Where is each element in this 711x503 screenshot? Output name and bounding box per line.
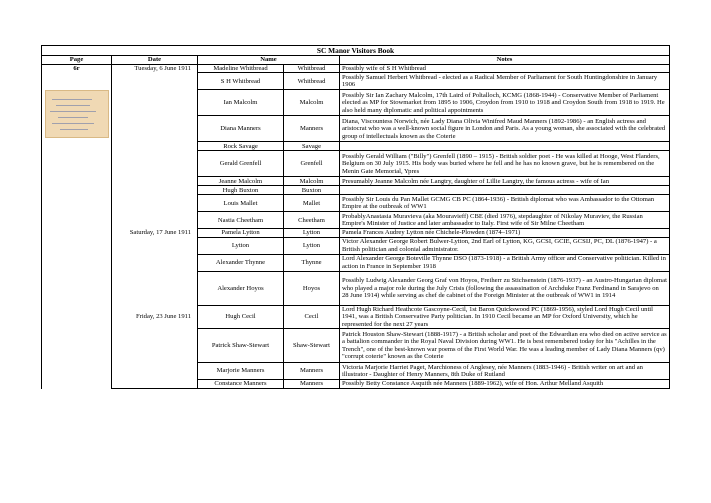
surname-cell: Lytton bbox=[284, 229, 340, 237]
table-row bbox=[42, 329, 670, 363]
name-cell: Constance Manners bbox=[198, 380, 284, 389]
table-body bbox=[42, 65, 670, 389]
handwriting-line bbox=[56, 105, 90, 106]
date-cell bbox=[112, 186, 198, 195]
notes-cell: Lord Hugh Richard Heathcote Gascoyne-Cecil, 1st Baron Quickswood PC (1869-1956), styled Lord Hugh Cecil until 1941, was a British Conservative Party politician. In 1910 Cecil became an MP for Oxford University, which he represented for the next 27 years bbox=[340, 305, 670, 328]
surname-cell: Manners bbox=[284, 363, 340, 380]
notes-cell bbox=[340, 186, 670, 195]
date-cell: Saturday, 17 June 1911 bbox=[112, 229, 198, 237]
date-cell bbox=[112, 73, 198, 90]
table-row bbox=[42, 186, 670, 195]
table-row bbox=[42, 90, 670, 116]
notes-cell: Patrick Houston Shaw-Stewart (1888-1917) - a British scholar and poet of the Edwardian era who died on active service as a battalion commander in the Royal Naval Division during WW1. He is best remembered today for his "Achilles in the Trench", one of the best-known war poems of the First World War. He was a leading member of Lady Diana Manners (qv) "corrupt coterie" known as the Coterie bbox=[340, 329, 670, 363]
notes-cell: Lord Alexander George Boteville Thynne DSO (1873-1918) - a British Army officer and Conservative politician. Killed in action in France in September 1918 bbox=[340, 254, 670, 271]
table-row bbox=[42, 65, 670, 73]
table-row bbox=[42, 380, 670, 389]
name-cell: Diana Manners bbox=[198, 116, 284, 142]
surname-cell: Shaw-Stewart bbox=[284, 329, 340, 363]
header-name: Name bbox=[198, 56, 340, 65]
name-cell: Hugh Cecil bbox=[198, 305, 284, 328]
handwriting-line bbox=[58, 117, 88, 118]
name-cell: Alexander Hoyos bbox=[198, 271, 284, 305]
surname-cell: Thynne bbox=[284, 254, 340, 271]
date-cell bbox=[112, 142, 198, 151]
date-cell bbox=[112, 363, 198, 380]
notes-cell: Possibly Betty Constance Asquith née Manners (1889-1962), wife of Hon. Arthur Melland Asquith bbox=[340, 380, 670, 389]
table-row bbox=[42, 142, 670, 151]
name-cell: Madeline Whitbread bbox=[198, 65, 284, 73]
notes-cell: Diana, Viscountess Norwich, née Lady Diana Olivia Winifred Maud Manners (1892-1986) - an English actress and aristocrat who was a well-known social figure in London and Paris. As a young woman, she associated with the celebrated group of intellectuals known as the Coterie bbox=[340, 116, 670, 142]
date-cell bbox=[112, 254, 198, 271]
table-row bbox=[42, 212, 670, 229]
table-row bbox=[42, 195, 670, 212]
name-cell: Louis Mallet bbox=[198, 195, 284, 212]
table-row bbox=[42, 229, 670, 237]
notes-cell: Possibly Samuel Herbert Whitbread - elected as a Radical Member of Parliament for South Huntingdonshire in January 1906 bbox=[340, 73, 670, 90]
date-cell bbox=[112, 271, 198, 305]
surname-cell: Manners bbox=[284, 380, 340, 389]
surname-cell: Hoyos bbox=[284, 271, 340, 305]
page-scan-thumbnail[interactable] bbox=[45, 90, 109, 138]
name-cell: Jeanne Malcolm bbox=[198, 177, 284, 186]
sheet-title: SC Manor Visitors Book bbox=[42, 46, 670, 56]
handwriting-line bbox=[52, 123, 94, 124]
name-cell: Pamela Lytton bbox=[198, 229, 284, 237]
notes-cell: Victoria Marjorie Harriet Paget, Marchioness of Anglesey, née Manners (1883-1946) - British writer on art and an illustrator - Daughter of Henry Manners, 8th Duke of Rutland bbox=[340, 363, 670, 380]
name-cell: Rock Savage bbox=[198, 142, 284, 151]
surname-cell: Whitbread bbox=[284, 73, 340, 90]
table-row bbox=[42, 254, 670, 271]
date-cell bbox=[112, 90, 198, 116]
notes-cell: ProbablyAnastasia Muravieva (aka Mouravieff) CBE (died 1976), stepdaughter of Nikolay Muraviev, the Russian Empire's Minister of Justice and later ambassador to Italy. First wife of Sir Milne Cheetham bbox=[340, 212, 670, 229]
name-cell: Gerald Grenfell bbox=[198, 151, 284, 177]
handwriting-line bbox=[60, 129, 88, 130]
surname-cell: Grenfell bbox=[284, 151, 340, 177]
surname-cell: Lytton bbox=[284, 237, 340, 254]
visitors-table bbox=[41, 45, 670, 389]
header-notes: Notes bbox=[340, 56, 670, 65]
name-cell: Nastia Cheetham bbox=[198, 212, 284, 229]
name-cell: Ian Malcolm bbox=[198, 90, 284, 116]
table-row bbox=[42, 151, 670, 177]
surname-cell: Cheetham bbox=[284, 212, 340, 229]
date-cell bbox=[112, 116, 198, 142]
header-date: Date bbox=[112, 56, 198, 65]
name-cell: Hugh Buxton bbox=[198, 186, 284, 195]
notes-cell: Possibly Ludwig Alexander Georg Graf von Hoyos, Freiherr zu Stichsenstein (1876-1937) - an Austro-Hungarian diplomat who played a major role during the July Crisis (following the assassination of Archduke Franz Ferdinand in Sarajevo on 28 June 1914) while serving as chef de cabinet of the Foreign Minister at the outbreak of WW1 in 1914 bbox=[340, 271, 670, 305]
surname-cell: Whitbread bbox=[284, 65, 340, 73]
page-number: 6r bbox=[73, 65, 80, 72]
surname-cell: Manners bbox=[284, 116, 340, 142]
notes-cell: Pamela Frances Audrey Lytton née Chichele-Plowden (1874–1971) bbox=[340, 229, 670, 237]
table-row bbox=[42, 116, 670, 142]
name-cell: Marjorie Manners bbox=[198, 363, 284, 380]
name-cell: S H Whitbread bbox=[198, 73, 284, 90]
date-cell bbox=[112, 237, 198, 254]
table-row bbox=[42, 271, 670, 305]
table-row bbox=[42, 177, 670, 186]
page-cell bbox=[42, 65, 112, 389]
name-cell: Alexander Thynne bbox=[198, 254, 284, 271]
notes-cell: Possibly wife of S H Whitbread bbox=[340, 65, 670, 73]
surname-cell: Buxton bbox=[284, 186, 340, 195]
handwriting-line bbox=[52, 99, 92, 100]
date-cell bbox=[112, 151, 198, 177]
date-cell: Friday, 23 June 1911 bbox=[112, 305, 198, 328]
name-cell: Patrick Shaw-Stewart bbox=[198, 329, 284, 363]
date-cell bbox=[112, 212, 198, 229]
notes-cell: Possibly Sir Louis du Pan Mallet GCMG CB PC (1864-1936) - British diplomat who was Ambassador to the Ottoman Empire at the outbreak of WW1 bbox=[340, 195, 670, 212]
notes-cell: Possibly Gerald William ("Billy") Grenfell (1890 – 1915) - British soldier poet - He was killed at Hooge, West Flanders, Belgium on 30 July 1915. His body was buried where he fell and he has no known grave, but he is remembered on the Menin Gate Memorial, Ypres bbox=[340, 151, 670, 177]
notes-cell: Victor Alexander George Robert Bulwer-Lytton, 2nd Earl of Lytton, KG, GCSI, GCIE, GCSIJ, PC, DL (1876-1947) - a British politician and colonial administrator. bbox=[340, 237, 670, 254]
notes-cell: Possibly Sir Ian Zachary Malcolm, 17th Laird of Poltalloch, KCMG (1868-1944) - Conservative Member of Parliament elected as MP for Stowmarket from 1895 to 1906, Croydon from 1910 to 1918 and Croydon South from 1918 to 1919. He also held many diplomatic and political appointments bbox=[340, 90, 670, 116]
table-row bbox=[42, 305, 670, 328]
notes-cell: Presumably Jeanne Malcolm née Langtry, daughter of Lillie Langtry, the famous actress - wife of Ian bbox=[340, 177, 670, 186]
table-row bbox=[42, 237, 670, 254]
table-row bbox=[42, 73, 670, 90]
surname-cell: Malcolm bbox=[284, 90, 340, 116]
date-cell bbox=[112, 177, 198, 186]
date-cell bbox=[112, 195, 198, 212]
name-cell: Lytton bbox=[198, 237, 284, 254]
handwriting-line bbox=[50, 111, 96, 112]
visitors-book-sheet bbox=[41, 45, 669, 455]
date-cell: Tuesday, 6 June 1911 bbox=[112, 65, 198, 73]
notes-cell bbox=[340, 142, 670, 151]
surname-cell: Malcolm bbox=[284, 177, 340, 186]
surname-cell: Cecil bbox=[284, 305, 340, 328]
surname-cell: Mallet bbox=[284, 195, 340, 212]
date-cell bbox=[112, 380, 198, 389]
table-row bbox=[42, 363, 670, 380]
date-cell bbox=[112, 329, 198, 363]
surname-cell: Savage bbox=[284, 142, 340, 151]
header-page: Page bbox=[42, 56, 112, 65]
